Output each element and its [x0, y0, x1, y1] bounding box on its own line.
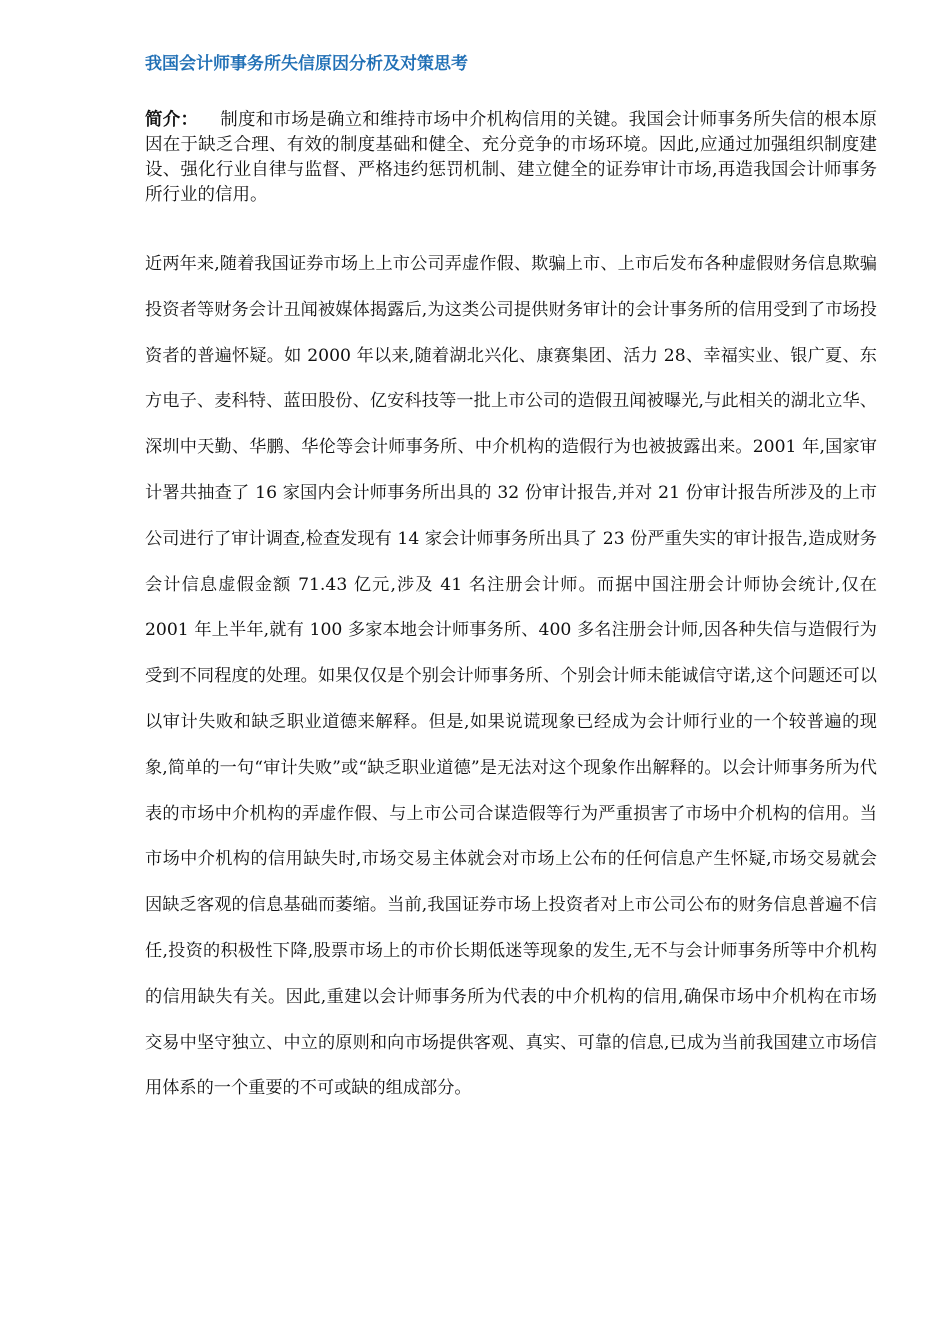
intro-text: 制度和市场是确立和维持市场中介机构信用的关键。我国会计师事务所失信的根本原因在于缺乏合理、有效的制度基础和健全、充分竞争的市场环境。因此,应通过加强组织制度建设、强化行业自律与监督、严格违约惩罚机制、建立健全的证券审计市场,再造我国会计师事务所行业的信用。 [145, 110, 878, 205]
body-paragraph: 近两年来,随着我国证券市场上上市公司弄虚作假、欺骗上市、上市后发布各种虚假财务信息欺骗投资者等财务会计丑闻被媒体揭露后,为这类公司提供财务审计的会计事务所的信用受到了市场投资者的普遍怀疑。如 2000 年以来,随着湖北兴化、康赛集团、活力 28、幸福实业、银广夏、东方电子、麦科特、蓝田股份、亿安科技等一批上市公司的造假丑闻被曝光,与此相关的湖北立华、深圳中天勤、华鹏、华伦等会计师事务所、中介机构的造假行为也被披露出来。2001 年,国家审计署共抽查了 16 家国内会计师事务所出具的 32 份审计报告,并对 21 份审计报告所涉及的上市公司进行了审计调查,检查发现有 14 家会计师事务所出具了 23 份严重失实的审计报告,造成财务会计信息虚假金额 71.43 亿元,涉及 41 名注册会计师。而据中国注册会计师协会统计,仅在 2001 年上半年,就有 100 多家本地会计师事务所、400 多名注册会计师,因各种失信与造假行为受到不同程度的处理。如果仅仅是个别会计师事务所、个别会计师未能诚信守诺,这个问题还可以以审计失败和缺乏职业道德来解释。但是,如果说谎现象已经成为会计师行业的一个较普遍的现象,简单的一句“审计失败”或“缺乏职业道德”是无法对这个现象作出解释的。以会计师事务所为代表的市场中介机构的弄虚作假、与上市公司合谋造假等行为严重损害了市场中介机构的信用。当市场中介机构的信用缺失时,市场交易主体就会对市场上公布的任何信息产生怀疑,市场交易就会因缺乏客观的信息基础而萎缩。当前,我国证券市场上投资者对上市公司公布的财务信息普遍不信任,投资的积极性下降,股票市场上的市价长期低迷等现象的发生,无不与会计师事务所等中介机构的信用缺失有关。因此,重建以会计师事务所为代表的中介机构的信用,确保市场中介机构在市场交易中坚守独立、中立的原则和向市场提供客观、真实、可靠的信息,已成为当前我国建立市场信用体系的一个重要的不可或缺的组成部分。 [145, 254, 877, 1099]
intro-label: 简介： [145, 110, 199, 130]
document-title: 我国会计师事务所失信原因分析及对策思考 [145, 54, 468, 74]
intro-section [145, 108, 877, 208]
